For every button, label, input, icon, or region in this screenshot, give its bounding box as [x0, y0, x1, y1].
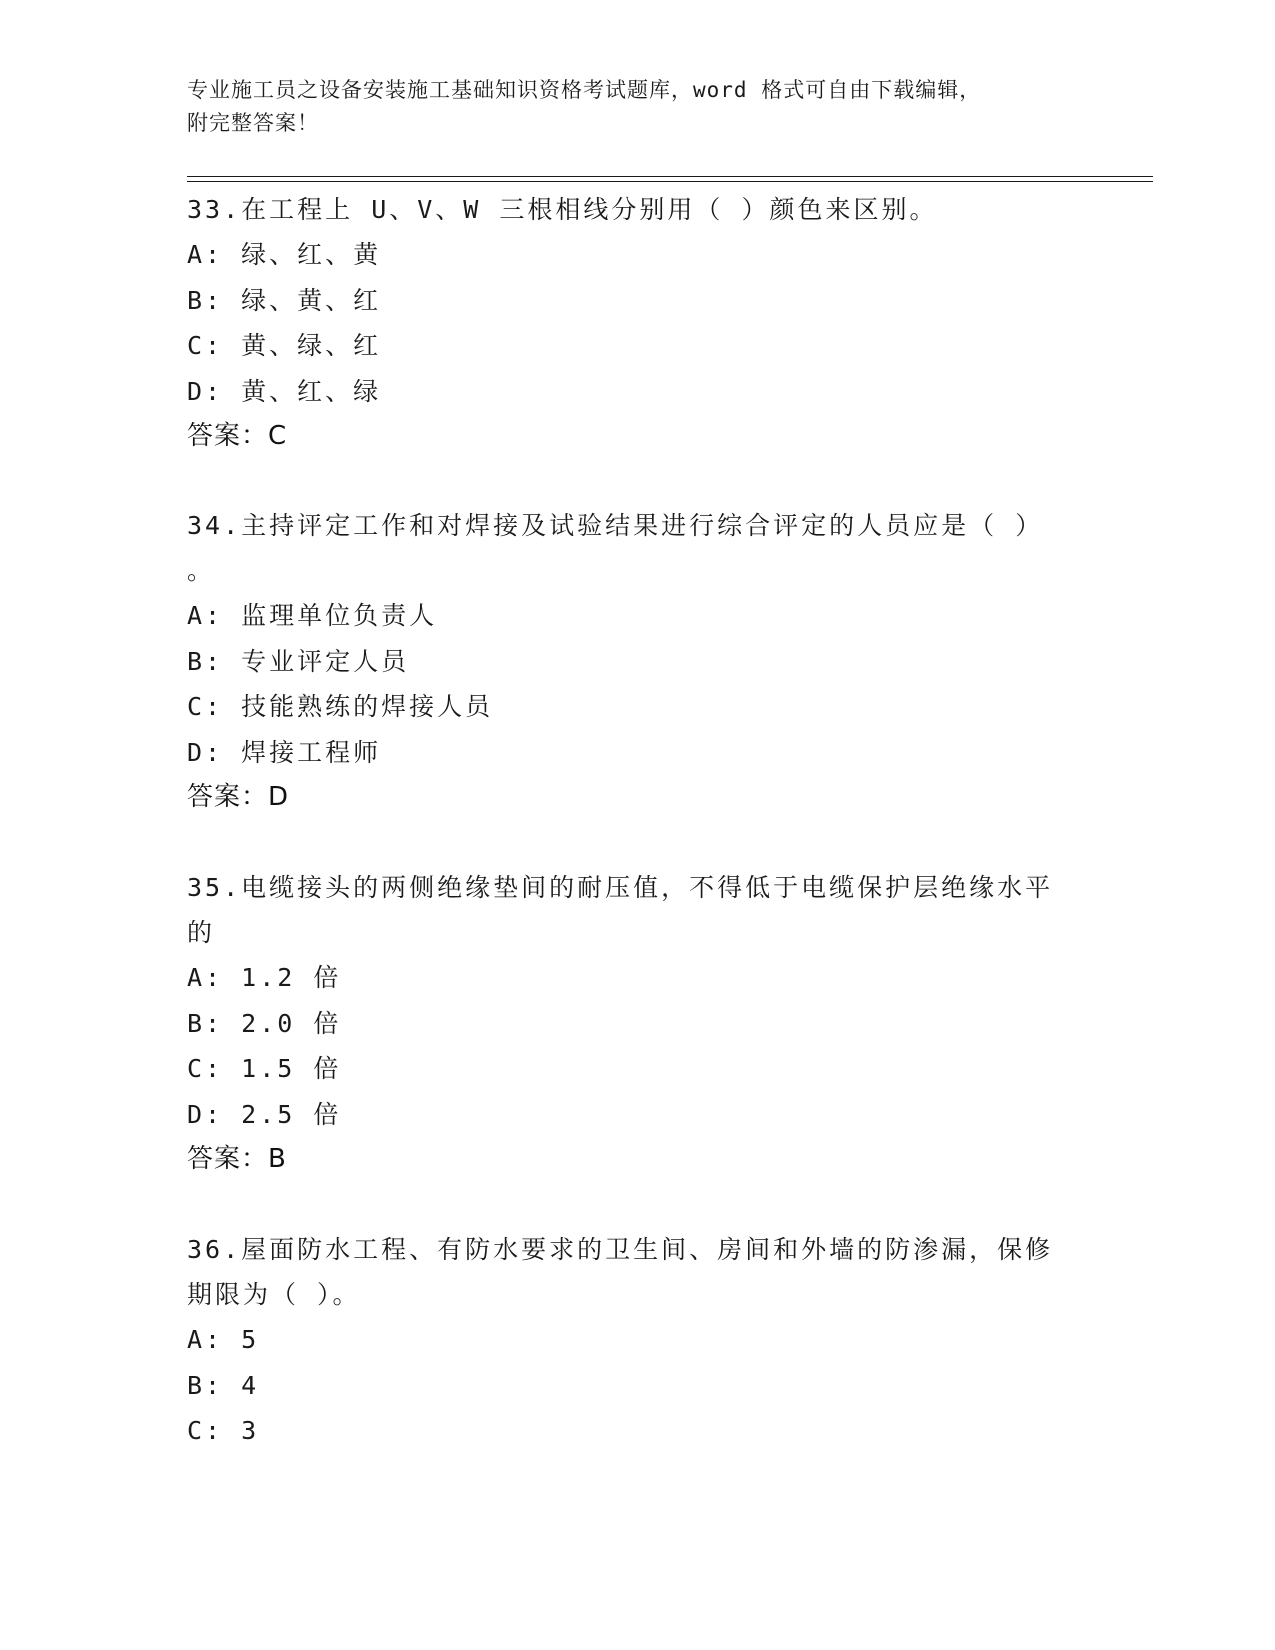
question-36: [187, 1227, 1087, 1454]
header-divider-bottom: [187, 181, 1153, 182]
option-c: C: 技能熟练的焊接人员: [187, 692, 494, 721]
option-a: A: 1.2 倍: [187, 963, 342, 992]
question-stem: 34.主持评定工作和对焊接及试验结果进行综合评定的人员应是（ ）: [187, 511, 1044, 540]
question-33: [187, 187, 1087, 460]
option-c: C: 黄、绿、红: [187, 331, 382, 360]
question-35: [187, 865, 1087, 1183]
option-d: D: 黄、红、绿: [187, 376, 382, 406]
option-a: A: 5: [187, 1325, 260, 1354]
option-b: B: 2.0 倍: [187, 1008, 342, 1038]
question-stem-continued: 。: [187, 556, 216, 585]
option-d: D: 2.5 倍: [187, 1099, 342, 1129]
option-a: A: 监理单位负责人: [187, 601, 438, 630]
option-b: B: 专业评定人员: [187, 646, 410, 676]
question-stem: 33.在工程上 U、V、W 三根相线分别用（ ）颜色来区别。: [187, 195, 938, 224]
answer: 答案：C: [187, 421, 288, 451]
document-header: [187, 74, 1087, 140]
question-stem: 35.电缆接头的两侧绝缘垫间的耐压值，不得低于电缆保护层绝缘水平: [187, 873, 1054, 902]
option-c: C: 3: [187, 1416, 260, 1445]
answer: 答案：D: [187, 782, 290, 812]
option-c: C: 1.5 倍: [187, 1054, 342, 1083]
answer: 答案：B: [187, 1144, 287, 1174]
question-stem: 36.屋面防水工程、有防水要求的卫生间、房间和外墙的防渗漏，保修: [187, 1235, 1054, 1264]
option-a: A: 绿、红、黄: [187, 240, 382, 269]
question-stem-continued: 的: [187, 918, 216, 947]
header-line-1: 专业施工员之设备安装施工基础知识资格考试题库，word 格式可自由下载编辑，: [187, 78, 982, 102]
option-b: B: 4: [187, 1370, 260, 1400]
header-divider-top: [187, 176, 1153, 177]
header-line-2: 附完整答案！: [187, 111, 319, 135]
question-34: [187, 503, 1087, 821]
question-stem-continued: 期限为（ ）。: [187, 1280, 361, 1309]
option-d: D: 焊接工程师: [187, 737, 382, 767]
option-b: B: 绿、黄、红: [187, 285, 382, 315]
